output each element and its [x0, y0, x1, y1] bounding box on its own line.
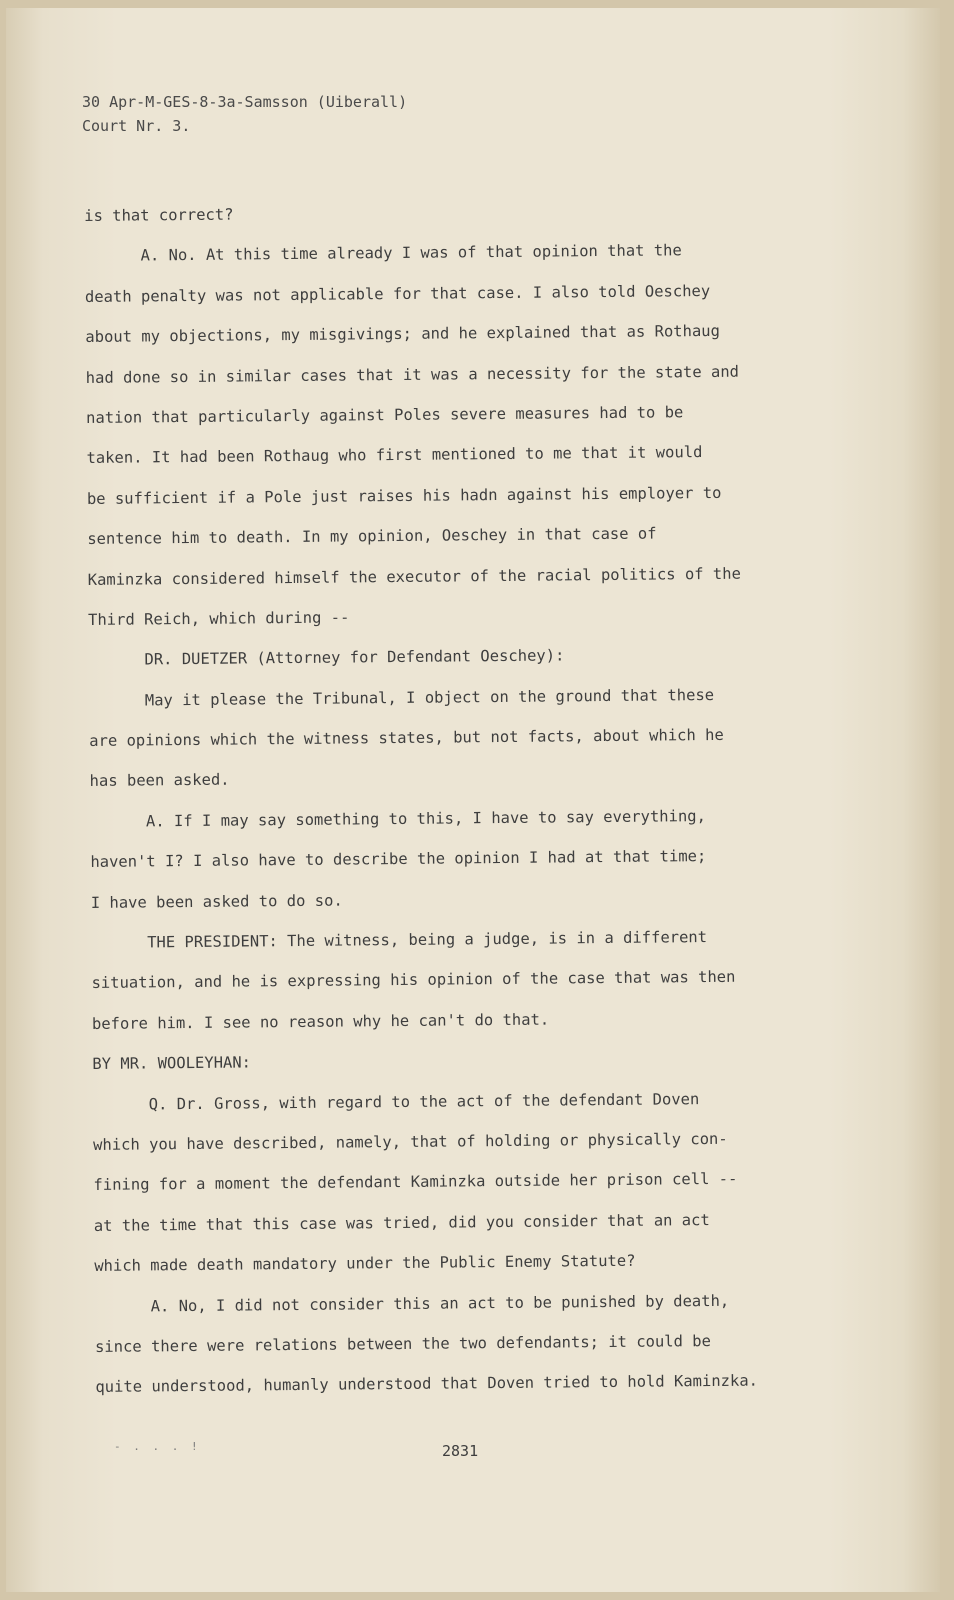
transcript-line: be sufficient if a Pole just raises his hadn against his employer to	[86, 483, 722, 508]
transcript-line: Kaminzka considered himself the executor of the racial politics of the	[87, 564, 741, 589]
transcript-line: THE PRESIDENT: The witness, being a judge, is in a different	[147, 928, 708, 952]
transcript-line: haven't I? I also have to describe the opinion I had at that time;	[90, 847, 707, 872]
transcript-line: situation, and he is expressing his opinion of the case that was then	[91, 968, 736, 993]
transcript-line: Q. Dr. Gross, with regard to the act of the defendant Doven	[148, 1089, 700, 1114]
page-number: 2831	[442, 1442, 479, 1460]
transcript-line: has been asked.	[89, 771, 230, 791]
stray-mark: - . . . !	[114, 1440, 201, 1453]
transcript-line: had done so in similar cases that it was a necessity for the state and	[85, 362, 740, 387]
transcript-line: sentence him to death. In my opinion, Oeschey in that case of	[87, 524, 657, 549]
document-page	[6, 8, 940, 1592]
header-reference: 30 Apr-M-GES-8-3a-Samsson (Uiberall)	[82, 93, 408, 111]
transcript-line: which you have described, namely, that of holding or physically con-	[93, 1129, 728, 1154]
transcript-line: DR. DUETZER (Attorney for Defendant Oeschey):	[144, 646, 565, 669]
transcript-line: I have been asked to do so.	[90, 891, 343, 912]
transcript-line: quite understood, humanly understood that Doven tried to hold Kaminzka.	[95, 1371, 759, 1397]
transcript-line: before him. I see no reason why he can't do that.	[91, 1010, 550, 1033]
transcript-line: death penalty was not applicable for that case. I also told Oeschey	[84, 281, 711, 306]
transcript-line: nation that particularly against Poles severe measures had to be	[86, 403, 684, 427]
document-header	[82, 90, 407, 138]
transcript-line: since there were relations between the two defendants; it could be	[94, 1331, 712, 1356]
transcript-line: are opinions which the witness states, but not facts, about which he	[89, 725, 724, 751]
transcript-line: A. If I may say something to this, I have to say everything,	[145, 806, 706, 831]
header-court: Court Nr. 3.	[82, 117, 191, 135]
transcript-line: A. No, I did not consider this an act to be punished by death,	[150, 1291, 730, 1315]
transcript-line: May it please the Tribunal, I object on the ground that these	[144, 685, 715, 710]
transcript-line: which made death mandatory under the Public Enemy Statute?	[94, 1251, 636, 1276]
transcript-line: Third Reich, which during --	[87, 608, 350, 629]
transcript-line: A. No. At this time already I was of that opinion that the	[140, 241, 682, 265]
transcript-line: taken. It had been Rothaug who first mentioned to me that it would	[86, 443, 703, 468]
transcript-body	[84, 189, 826, 1408]
transcript-line: at the time that this case was tried, did you consider that an act	[93, 1210, 710, 1235]
transcript-line: BY MR. WOOLEYHAN:	[92, 1053, 252, 1074]
transcript-line: is that correct?	[84, 205, 234, 225]
transcript-line: fining for a moment the defendant Kaminzka outside her prison cell --	[93, 1170, 738, 1195]
transcript-line: about my objections, my misgivings; and he explained that as Rothaug	[85, 322, 720, 347]
